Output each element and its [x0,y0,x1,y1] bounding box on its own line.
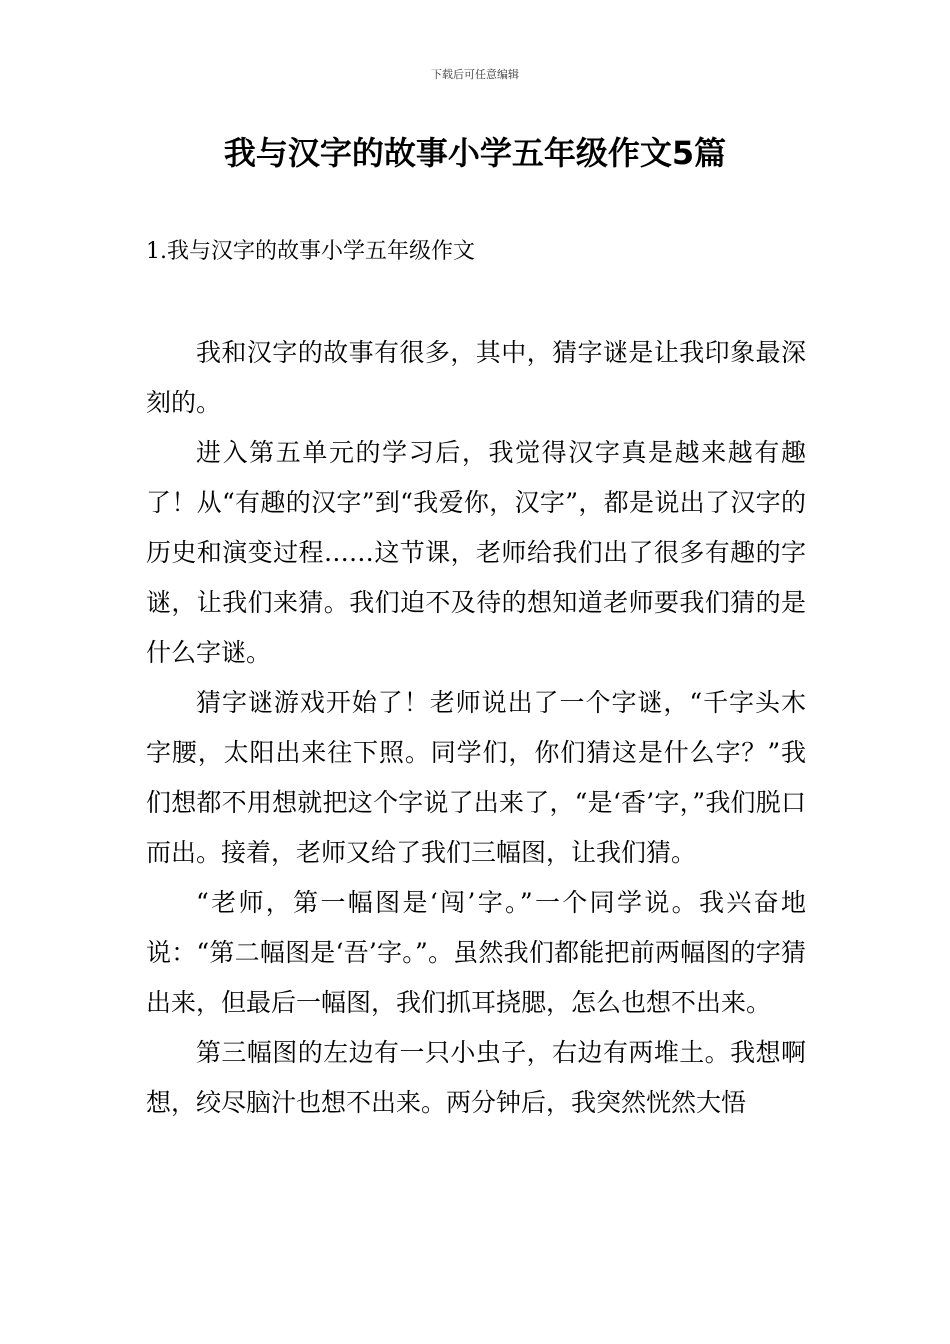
paragraph: 我和汉字的故事有很多，其中，猜字谜是让我印象最深刻的。 [146,338,806,417]
section-heading: 1.我与汉字的故事小学五年级作文 [146,239,475,264]
paragraph: 猜字谜游戏开始了！老师说出了一个字谜，“千字头木字腰，太阳出来往下照。同学们，你们猜这是什么字？”我们想都不用想就把这个字说了出来了，“是‘香’字，”我们脱口而出。接着，老师又给了我们三幅图，让我们猜。 [146,688,806,867]
paragraph: 第三幅图的左边有一只小虫子，右边有两堆土。我想啊想，绞尽脑汁也想不出来。两分钟后，我突然恍然大悟 [146,1038,806,1117]
paragraph: 进入第五单元的学习后，我觉得汉字真是越来越有趣了！从“有趣的汉字”到“我爱你，汉字”，都是说出了汉字的历史和演变过程……这节课，老师给我们出了很多有趣的字谜，让我们来猜。我们迫不及待的想知道老师要我们猜的是什么字谜。 [146,438,806,667]
paragraph: “老师，第一幅图是‘闯’字。”一个同学说。我兴奋地说：“第二幅图是‘吾’字。”。虽然我们都能把前两幅图的字猜出来，但最后一幅图，我们抓耳挠腮，怎么也想不出来。 [146,888,806,1017]
document-body [146,328,806,1128]
document-title: 我与汉字的故事小学五年级作文5篇 [223,134,727,172]
header-note: 下载后可任意编辑 [431,68,519,81]
